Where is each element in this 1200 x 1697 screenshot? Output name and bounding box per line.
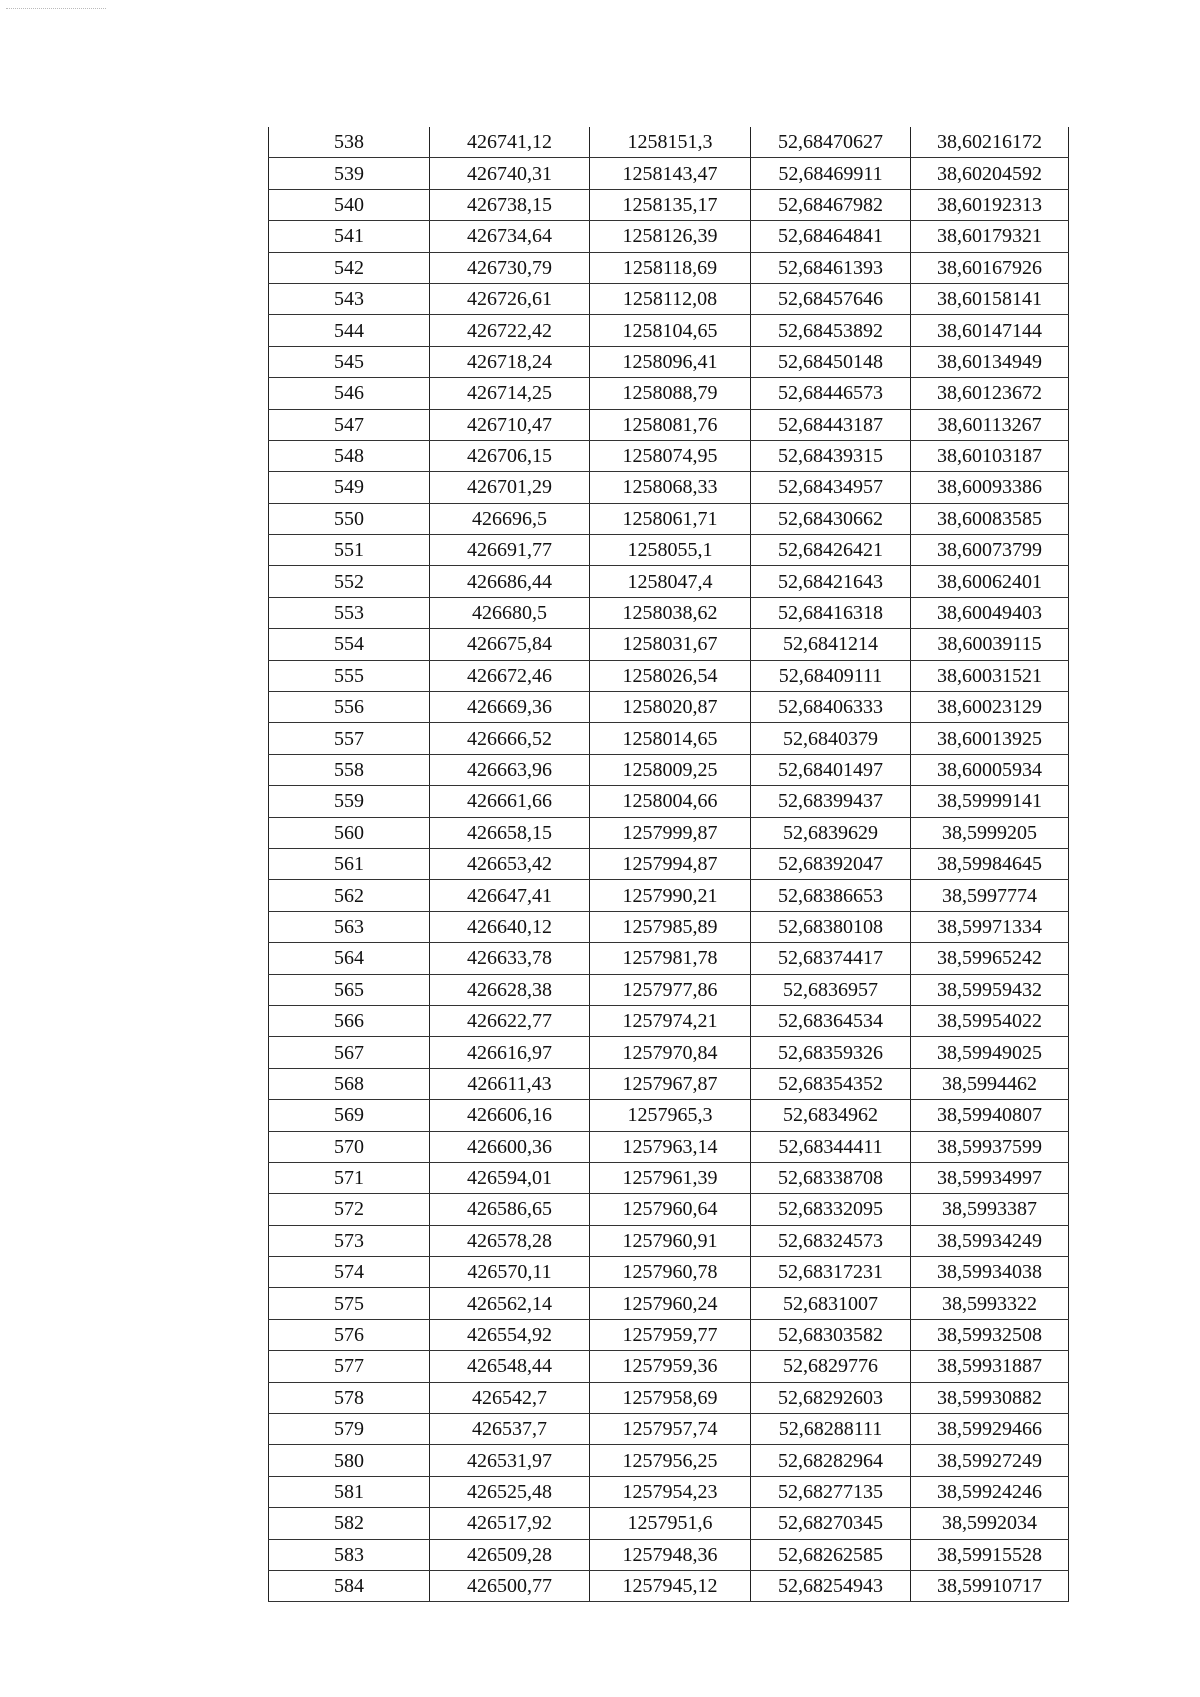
longitude-cell: 38,59910717 [911, 1570, 1069, 1601]
point-number-cell: 553 [269, 597, 430, 628]
latitude-cell: 52,68277135 [751, 1476, 911, 1507]
point-number-cell: 560 [269, 817, 430, 848]
longitude-cell: 38,60179321 [911, 221, 1069, 252]
table-row [269, 597, 1069, 628]
longitude-cell: 38,60216172 [911, 127, 1069, 158]
x-coordinate-cell: 426734,64 [430, 221, 590, 252]
table-row [269, 1037, 1069, 1068]
table-row [269, 692, 1069, 723]
x-coordinate-cell: 426606,16 [430, 1100, 590, 1131]
y-coordinate-cell: 1257959,77 [590, 1319, 751, 1350]
y-coordinate-cell: 1257965,3 [590, 1100, 751, 1131]
longitude-cell: 38,60134949 [911, 346, 1069, 377]
y-coordinate-cell: 1258118,69 [590, 252, 751, 283]
longitude-cell: 38,60158141 [911, 283, 1069, 314]
y-coordinate-cell: 1257967,87 [590, 1068, 751, 1099]
y-coordinate-cell: 1258143,47 [590, 158, 751, 189]
x-coordinate-cell: 426633,78 [430, 943, 590, 974]
latitude-cell: 52,68457646 [751, 283, 911, 314]
x-coordinate-cell: 426622,77 [430, 1005, 590, 1036]
point-number-cell: 538 [269, 127, 430, 158]
point-number-cell: 543 [269, 283, 430, 314]
point-number-cell: 581 [269, 1476, 430, 1507]
y-coordinate-cell: 1257974,21 [590, 1005, 751, 1036]
y-coordinate-cell: 1257981,78 [590, 943, 751, 974]
x-coordinate-cell: 426562,14 [430, 1288, 590, 1319]
x-coordinate-cell: 426663,96 [430, 754, 590, 785]
y-coordinate-cell: 1257960,64 [590, 1194, 751, 1225]
y-coordinate-cell: 1257948,36 [590, 1539, 751, 1570]
latitude-cell: 52,68282964 [751, 1445, 911, 1476]
table-row [269, 817, 1069, 848]
x-coordinate-cell: 426726,61 [430, 283, 590, 314]
y-coordinate-cell: 1258004,66 [590, 786, 751, 817]
table-row [269, 1539, 1069, 1570]
point-number-cell: 566 [269, 1005, 430, 1036]
x-coordinate-cell: 426706,15 [430, 440, 590, 471]
table-row [269, 723, 1069, 754]
x-coordinate-cell: 426730,79 [430, 252, 590, 283]
table-row [269, 1068, 1069, 1099]
longitude-cell: 38,60031521 [911, 660, 1069, 691]
latitude-cell: 52,68344411 [751, 1131, 911, 1162]
y-coordinate-cell: 1258020,87 [590, 692, 751, 723]
coordinates-table-body [269, 127, 1069, 1602]
longitude-cell: 38,60147144 [911, 315, 1069, 346]
table-row [269, 566, 1069, 597]
point-number-cell: 579 [269, 1414, 430, 1445]
x-coordinate-cell: 426554,92 [430, 1319, 590, 1350]
y-coordinate-cell: 1258151,3 [590, 127, 751, 158]
table-row [269, 189, 1069, 220]
longitude-cell: 38,59934997 [911, 1162, 1069, 1193]
x-coordinate-cell: 426578,28 [430, 1225, 590, 1256]
y-coordinate-cell: 1257999,87 [590, 817, 751, 848]
longitude-cell: 38,59949025 [911, 1037, 1069, 1068]
point-number-cell: 582 [269, 1508, 430, 1539]
point-number-cell: 570 [269, 1131, 430, 1162]
point-number-cell: 548 [269, 440, 430, 471]
table-row [269, 1414, 1069, 1445]
longitude-cell: 38,59965242 [911, 943, 1069, 974]
latitude-cell: 52,68317231 [751, 1257, 911, 1288]
longitude-cell: 38,60039115 [911, 629, 1069, 660]
y-coordinate-cell: 1257970,84 [590, 1037, 751, 1068]
x-coordinate-cell: 426616,97 [430, 1037, 590, 1068]
table-row [269, 409, 1069, 440]
point-number-cell: 571 [269, 1162, 430, 1193]
point-number-cell: 557 [269, 723, 430, 754]
table-row [269, 1257, 1069, 1288]
table-row [269, 1131, 1069, 1162]
y-coordinate-cell: 1257990,21 [590, 880, 751, 911]
longitude-cell: 38,59954022 [911, 1005, 1069, 1036]
x-coordinate-cell: 426718,24 [430, 346, 590, 377]
point-number-cell: 555 [269, 660, 430, 691]
y-coordinate-cell: 1257960,91 [590, 1225, 751, 1256]
latitude-cell: 52,68469911 [751, 158, 911, 189]
table-row [269, 535, 1069, 566]
y-coordinate-cell: 1258074,95 [590, 440, 751, 471]
latitude-cell: 52,68374417 [751, 943, 911, 974]
point-number-cell: 578 [269, 1382, 430, 1413]
x-coordinate-cell: 426517,92 [430, 1508, 590, 1539]
point-number-cell: 572 [269, 1194, 430, 1225]
x-coordinate-cell: 426594,01 [430, 1162, 590, 1193]
table-row [269, 1319, 1069, 1350]
x-coordinate-cell: 426628,38 [430, 974, 590, 1005]
table-row [269, 1005, 1069, 1036]
longitude-cell: 38,59930882 [911, 1382, 1069, 1413]
x-coordinate-cell: 426542,7 [430, 1382, 590, 1413]
y-coordinate-cell: 1257963,14 [590, 1131, 751, 1162]
latitude-cell: 52,68446573 [751, 378, 911, 409]
table-row [269, 440, 1069, 471]
table-row [269, 315, 1069, 346]
longitude-cell: 38,59971334 [911, 911, 1069, 942]
y-coordinate-cell: 1257977,86 [590, 974, 751, 1005]
latitude-cell: 52,68380108 [751, 911, 911, 942]
table-row [269, 158, 1069, 189]
y-coordinate-cell: 1258055,1 [590, 535, 751, 566]
x-coordinate-cell: 426509,28 [430, 1539, 590, 1570]
x-coordinate-cell: 426500,77 [430, 1570, 590, 1601]
table-row [269, 1445, 1069, 1476]
table-row [269, 1382, 1069, 1413]
latitude-cell: 52,68399437 [751, 786, 911, 817]
point-number-cell: 561 [269, 848, 430, 879]
y-coordinate-cell: 1257961,39 [590, 1162, 751, 1193]
longitude-cell: 38,59924246 [911, 1476, 1069, 1507]
latitude-cell: 52,68338708 [751, 1162, 911, 1193]
y-coordinate-cell: 1257994,87 [590, 848, 751, 879]
x-coordinate-cell: 426722,42 [430, 315, 590, 346]
table-row [269, 378, 1069, 409]
point-number-cell: 563 [269, 911, 430, 942]
point-number-cell: 559 [269, 786, 430, 817]
x-coordinate-cell: 426686,44 [430, 566, 590, 597]
table-row [269, 880, 1069, 911]
longitude-cell: 38,60062401 [911, 566, 1069, 597]
coordinates-table [268, 127, 1069, 1602]
x-coordinate-cell: 426710,47 [430, 409, 590, 440]
longitude-cell: 38,59984645 [911, 848, 1069, 879]
table-row [269, 127, 1069, 158]
x-coordinate-cell: 426600,36 [430, 1131, 590, 1162]
x-coordinate-cell: 426696,5 [430, 503, 590, 534]
longitude-cell: 38,5992034 [911, 1508, 1069, 1539]
table-row [269, 252, 1069, 283]
y-coordinate-cell: 1258038,62 [590, 597, 751, 628]
y-coordinate-cell: 1258135,17 [590, 189, 751, 220]
point-number-cell: 554 [269, 629, 430, 660]
longitude-cell: 38,5999205 [911, 817, 1069, 848]
x-coordinate-cell: 426669,36 [430, 692, 590, 723]
longitude-cell: 38,60113267 [911, 409, 1069, 440]
x-coordinate-cell: 426672,46 [430, 660, 590, 691]
x-coordinate-cell: 426701,29 [430, 472, 590, 503]
point-number-cell: 541 [269, 221, 430, 252]
longitude-cell: 38,60123672 [911, 378, 1069, 409]
point-number-cell: 573 [269, 1225, 430, 1256]
table-row [269, 1225, 1069, 1256]
table-row [269, 1100, 1069, 1131]
table-row [269, 943, 1069, 974]
point-number-cell: 567 [269, 1037, 430, 1068]
point-number-cell: 575 [269, 1288, 430, 1319]
table-row [269, 221, 1069, 252]
latitude-cell: 52,6829776 [751, 1351, 911, 1382]
y-coordinate-cell: 1257951,6 [590, 1508, 751, 1539]
longitude-cell: 38,59931887 [911, 1351, 1069, 1382]
x-coordinate-cell: 426738,15 [430, 189, 590, 220]
table-row [269, 1194, 1069, 1225]
longitude-cell: 38,60204592 [911, 158, 1069, 189]
table-row [269, 1351, 1069, 1382]
longitude-cell: 38,59932508 [911, 1319, 1069, 1350]
point-number-cell: 539 [269, 158, 430, 189]
table-row [269, 754, 1069, 785]
point-number-cell: 568 [269, 1068, 430, 1099]
latitude-cell: 52,68443187 [751, 409, 911, 440]
table-row [269, 503, 1069, 534]
latitude-cell: 52,6834962 [751, 1100, 911, 1131]
x-coordinate-cell: 426611,43 [430, 1068, 590, 1099]
x-coordinate-cell: 426653,42 [430, 848, 590, 879]
point-number-cell: 558 [269, 754, 430, 785]
longitude-cell: 38,5997774 [911, 880, 1069, 911]
longitude-cell: 38,59940807 [911, 1100, 1069, 1131]
y-coordinate-cell: 1258031,67 [590, 629, 751, 660]
longitude-cell: 38,60167926 [911, 252, 1069, 283]
table-row [269, 1288, 1069, 1319]
point-number-cell: 550 [269, 503, 430, 534]
y-coordinate-cell: 1258061,71 [590, 503, 751, 534]
x-coordinate-cell: 426586,65 [430, 1194, 590, 1225]
y-coordinate-cell: 1257958,69 [590, 1382, 751, 1413]
x-coordinate-cell: 426680,5 [430, 597, 590, 628]
x-coordinate-cell: 426691,77 [430, 535, 590, 566]
longitude-cell: 38,59929466 [911, 1414, 1069, 1445]
latitude-cell: 52,68364534 [751, 1005, 911, 1036]
point-number-cell: 580 [269, 1445, 430, 1476]
y-coordinate-cell: 1258104,65 [590, 315, 751, 346]
table-row [269, 1508, 1069, 1539]
y-coordinate-cell: 1257957,74 [590, 1414, 751, 1445]
longitude-cell: 38,60073799 [911, 535, 1069, 566]
table-row [269, 974, 1069, 1005]
longitude-cell: 38,5993322 [911, 1288, 1069, 1319]
point-number-cell: 577 [269, 1351, 430, 1382]
latitude-cell: 52,68464841 [751, 221, 911, 252]
y-coordinate-cell: 1258014,65 [590, 723, 751, 754]
point-number-cell: 542 [269, 252, 430, 283]
table-row [269, 472, 1069, 503]
latitude-cell: 52,68392047 [751, 848, 911, 879]
table-row [269, 629, 1069, 660]
x-coordinate-cell: 426666,52 [430, 723, 590, 754]
longitude-cell: 38,59934249 [911, 1225, 1069, 1256]
x-coordinate-cell: 426647,41 [430, 880, 590, 911]
table-row [269, 786, 1069, 817]
latitude-cell: 52,68401497 [751, 754, 911, 785]
latitude-cell: 52,68288111 [751, 1414, 911, 1445]
latitude-cell: 52,68262585 [751, 1539, 911, 1570]
latitude-cell: 52,68303582 [751, 1319, 911, 1350]
latitude-cell: 52,68439315 [751, 440, 911, 471]
latitude-cell: 52,6836957 [751, 974, 911, 1005]
y-coordinate-cell: 1257985,89 [590, 911, 751, 942]
longitude-cell: 38,59934038 [911, 1257, 1069, 1288]
longitude-cell: 38,59927249 [911, 1445, 1069, 1476]
latitude-cell: 52,6840379 [751, 723, 911, 754]
latitude-cell: 52,6839629 [751, 817, 911, 848]
table-row [269, 283, 1069, 314]
point-number-cell: 552 [269, 566, 430, 597]
latitude-cell: 52,68453892 [751, 315, 911, 346]
y-coordinate-cell: 1258047,4 [590, 566, 751, 597]
x-coordinate-cell: 426537,7 [430, 1414, 590, 1445]
y-coordinate-cell: 1258068,33 [590, 472, 751, 503]
point-number-cell: 583 [269, 1539, 430, 1570]
y-coordinate-cell: 1258009,25 [590, 754, 751, 785]
x-coordinate-cell: 426548,44 [430, 1351, 590, 1382]
point-number-cell: 547 [269, 409, 430, 440]
table-row [269, 911, 1069, 942]
y-coordinate-cell: 1258026,54 [590, 660, 751, 691]
x-coordinate-cell: 426570,11 [430, 1257, 590, 1288]
y-coordinate-cell: 1258088,79 [590, 378, 751, 409]
point-number-cell: 576 [269, 1319, 430, 1350]
point-number-cell: 562 [269, 880, 430, 911]
latitude-cell: 52,6841214 [751, 629, 911, 660]
longitude-cell: 38,5993387 [911, 1194, 1069, 1225]
latitude-cell: 52,68292603 [751, 1382, 911, 1413]
latitude-cell: 52,68470627 [751, 127, 911, 158]
x-coordinate-cell: 426658,15 [430, 817, 590, 848]
longitude-cell: 38,59915528 [911, 1539, 1069, 1570]
longitude-cell: 38,59959432 [911, 974, 1069, 1005]
x-coordinate-cell: 426661,66 [430, 786, 590, 817]
y-coordinate-cell: 1258112,08 [590, 283, 751, 314]
y-coordinate-cell: 1257954,23 [590, 1476, 751, 1507]
latitude-cell: 52,68270345 [751, 1508, 911, 1539]
latitude-cell: 52,68354352 [751, 1068, 911, 1099]
table-row [269, 346, 1069, 377]
longitude-cell: 38,5994462 [911, 1068, 1069, 1099]
table-row [269, 1476, 1069, 1507]
y-coordinate-cell: 1257959,36 [590, 1351, 751, 1382]
latitude-cell: 52,68467982 [751, 189, 911, 220]
point-number-cell: 545 [269, 346, 430, 377]
point-number-cell: 540 [269, 189, 430, 220]
latitude-cell: 52,68430662 [751, 503, 911, 534]
longitude-cell: 38,60093386 [911, 472, 1069, 503]
table-row [269, 848, 1069, 879]
point-number-cell: 569 [269, 1100, 430, 1131]
longitude-cell: 38,59937599 [911, 1131, 1069, 1162]
y-coordinate-cell: 1258081,76 [590, 409, 751, 440]
latitude-cell: 52,68450148 [751, 346, 911, 377]
latitude-cell: 52,68461393 [751, 252, 911, 283]
x-coordinate-cell: 426714,25 [430, 378, 590, 409]
x-coordinate-cell: 426675,84 [430, 629, 590, 660]
longitude-cell: 38,60103187 [911, 440, 1069, 471]
latitude-cell: 52,68421643 [751, 566, 911, 597]
latitude-cell: 52,6831007 [751, 1288, 911, 1319]
latitude-cell: 52,68324573 [751, 1225, 911, 1256]
x-coordinate-cell: 426740,31 [430, 158, 590, 189]
scan-edge-mark [6, 8, 106, 11]
y-coordinate-cell: 1257956,25 [590, 1445, 751, 1476]
longitude-cell: 38,60192313 [911, 189, 1069, 220]
latitude-cell: 52,68332095 [751, 1194, 911, 1225]
point-number-cell: 574 [269, 1257, 430, 1288]
x-coordinate-cell: 426640,12 [430, 911, 590, 942]
latitude-cell: 52,68406333 [751, 692, 911, 723]
latitude-cell: 52,68426421 [751, 535, 911, 566]
longitude-cell: 38,60013925 [911, 723, 1069, 754]
y-coordinate-cell: 1257945,12 [590, 1570, 751, 1601]
point-number-cell: 551 [269, 535, 430, 566]
x-coordinate-cell: 426525,48 [430, 1476, 590, 1507]
x-coordinate-cell: 426741,12 [430, 127, 590, 158]
longitude-cell: 38,60005934 [911, 754, 1069, 785]
point-number-cell: 546 [269, 378, 430, 409]
longitude-cell: 38,60023129 [911, 692, 1069, 723]
latitude-cell: 52,68434957 [751, 472, 911, 503]
y-coordinate-cell: 1257960,78 [590, 1257, 751, 1288]
latitude-cell: 52,68416318 [751, 597, 911, 628]
y-coordinate-cell: 1258096,41 [590, 346, 751, 377]
longitude-cell: 38,59999141 [911, 786, 1069, 817]
point-number-cell: 564 [269, 943, 430, 974]
longitude-cell: 38,60049403 [911, 597, 1069, 628]
y-coordinate-cell: 1258126,39 [590, 221, 751, 252]
point-number-cell: 584 [269, 1570, 430, 1601]
table-row [269, 1162, 1069, 1193]
point-number-cell: 544 [269, 315, 430, 346]
longitude-cell: 38,60083585 [911, 503, 1069, 534]
latitude-cell: 52,68386653 [751, 880, 911, 911]
point-number-cell: 549 [269, 472, 430, 503]
latitude-cell: 52,68254943 [751, 1570, 911, 1601]
point-number-cell: 556 [269, 692, 430, 723]
point-number-cell: 565 [269, 974, 430, 1005]
latitude-cell: 52,68359326 [751, 1037, 911, 1068]
x-coordinate-cell: 426531,97 [430, 1445, 590, 1476]
table-row [269, 660, 1069, 691]
latitude-cell: 52,68409111 [751, 660, 911, 691]
y-coordinate-cell: 1257960,24 [590, 1288, 751, 1319]
table-row [269, 1570, 1069, 1601]
